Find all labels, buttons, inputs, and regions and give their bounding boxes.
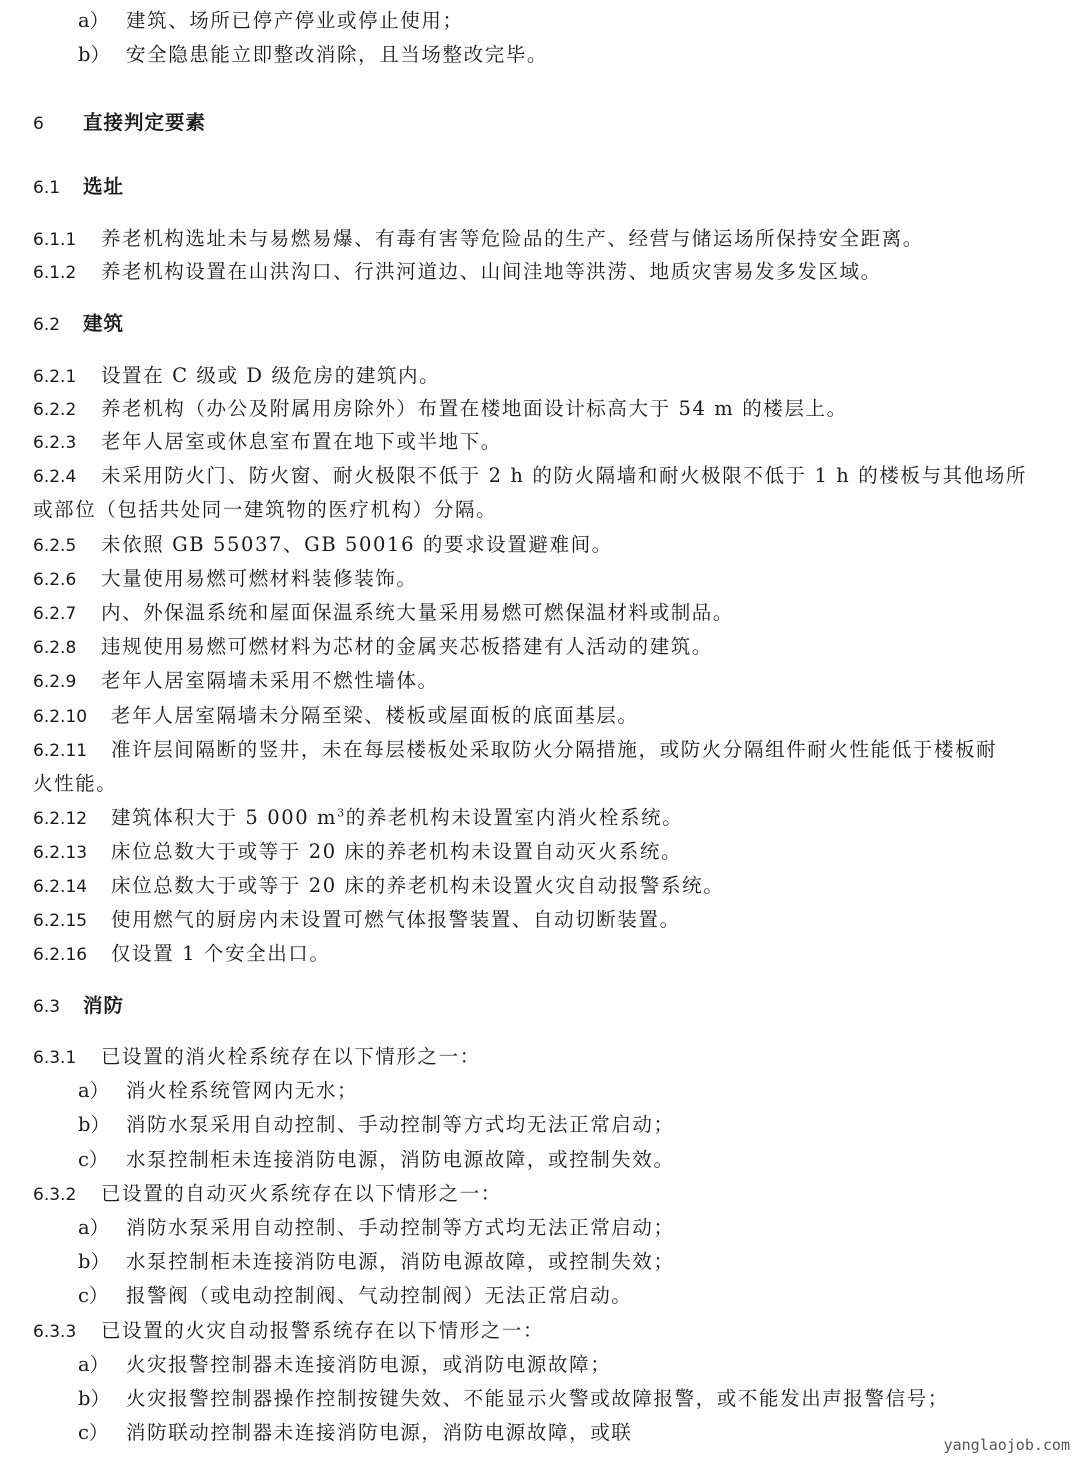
item-text: 消防水泵采用自动控制、手动控制等方式均无法正常启动；: [126, 1113, 675, 1136]
clause-text: 已设置的自动灭火系统存在以下情形之一：: [101, 1182, 502, 1205]
clause: [33, 873, 1050, 900]
clause: [33, 907, 1050, 934]
clause: [33, 363, 1050, 390]
clause-number: 6.2.8: [33, 638, 77, 658]
list-item: [78, 1078, 1050, 1104]
watermark: yanglaojob.com: [943, 1436, 1070, 1454]
list-item: [78, 1215, 1050, 1241]
clause-text: 老年人居室隔墙未采用不燃性墙体。: [101, 669, 439, 692]
clause-text: 未依照 GB 55037、GB 50016 的要求设置避难间。: [101, 533, 613, 556]
item-text: 报警阀（或电动控制阀、气动控制阀）无法正常启动。: [126, 1284, 633, 1307]
section-number: 6.2: [33, 315, 61, 335]
item-text: 建筑、场所已停产停业或停止使用；: [126, 9, 464, 32]
section-heading: [33, 174, 1050, 201]
clause: [33, 737, 1050, 764]
clause-text: 或部位（包括共处同一建筑物的医疗机构）分隔。: [33, 498, 498, 521]
item-text: 消火栓系统管网内无水；: [126, 1079, 359, 1102]
list-item: [78, 42, 1050, 68]
clause-number: 6.2.2: [33, 400, 77, 420]
section-number: 6.3: [33, 997, 61, 1017]
clause-number: 6.2.13: [33, 843, 88, 863]
item-text: 消防联动控制器未连接消防电源，消防电源故障，或联: [126, 1421, 633, 1444]
item-label: c）: [78, 1148, 109, 1171]
clause-text: 内、外保温系统和屋面保温系统大量采用易燃可燃保温材料或制品。: [101, 601, 735, 624]
section-title: 消防: [83, 994, 125, 1017]
item-text: 水泵控制柜未连接消防电源，消防电源故障，或控制失效；: [126, 1250, 675, 1273]
item-label: c）: [78, 1421, 109, 1444]
item-text: 火灾报警控制器操作控制按键失效、不能显示火警或故障报警，或不能发出声报警信号；: [126, 1387, 949, 1410]
clause-number: 6.2.12: [33, 809, 88, 829]
clause-number: 6.2.4: [33, 467, 77, 487]
item-label: a）: [78, 1079, 110, 1102]
clause-number: 6.2.14: [33, 877, 88, 897]
clause: [33, 532, 1050, 559]
list-item: [78, 1283, 1050, 1309]
clause-number: 6.2.6: [33, 570, 77, 590]
item-text: 火灾报警控制器未连接消防电源，或消防电源故障；: [126, 1353, 612, 1376]
clause-text: 未采用防火门、防火窗、耐火极限不低于 2 h 的防火隔墙和耐火极限不低于 1 h 的楼板与其他场所: [101, 464, 1028, 487]
list-item: [78, 8, 1050, 34]
section-heading: [33, 311, 1050, 338]
clause-text: 大量使用易燃可燃材料装修装饰。: [101, 567, 418, 590]
section-number: 6: [33, 114, 44, 134]
item-text: 水泵控制柜未连接消防电源，消防电源故障，或控制失效。: [126, 1148, 675, 1171]
clause-text: 老年人居室或休息室布置在地下或半地下。: [101, 430, 502, 453]
clause-number: 6.2.7: [33, 604, 77, 624]
list-item: [78, 1112, 1050, 1138]
clause-text: 使用燃气的厨房内未设置可燃气体报警装置、自动切断装置。: [111, 908, 681, 931]
clause-text: 火性能。: [33, 772, 118, 795]
clause-text: 的养老机构未设置室内消火栓系统。: [345, 806, 684, 829]
clause-text: 准许层间隔断的竖井，未在每层楼板处采取防火分隔措施，或防火分隔组件耐火性能低于楼板耐: [111, 738, 998, 761]
clause-number: 6.2.5: [33, 536, 77, 556]
item-label: a）: [78, 9, 110, 32]
section-title: 建筑: [83, 312, 125, 335]
clause-number: 6.1.2: [33, 263, 77, 283]
clause: [33, 429, 1050, 456]
item-label: b）: [78, 1113, 110, 1136]
clause-continuation: [33, 497, 1050, 523]
item-label: a）: [78, 1353, 110, 1376]
clause-text: 养老机构设置在山洪沟口、行洪河道边、山间洼地等洪涝、地质灾害易发多发区域。: [101, 260, 882, 283]
list-item: [78, 1420, 1050, 1446]
clause: [33, 396, 1050, 423]
clause-text: 设置在 C 级或 D 级危房的建筑内。: [101, 364, 441, 387]
clause-number: 6.2.11: [33, 741, 88, 761]
list-item: [78, 1147, 1050, 1173]
item-label: c）: [78, 1284, 109, 1307]
clause-text: 养老机构选址未与易燃易爆、有毒有害等危险品的生产、经营与储运场所保持安全距离。: [101, 227, 924, 250]
clause: [33, 259, 1050, 286]
clause-text: 已设置的火灾自动报警系统存在以下情形之一：: [101, 1319, 545, 1342]
clause-continuation: [33, 771, 1050, 797]
clause-text: 老年人居室隔墙未分隔至梁、楼板或屋面板的底面基层。: [111, 704, 639, 727]
clause: [33, 839, 1050, 866]
clause: [33, 566, 1050, 593]
clause-number: 6.2.10: [33, 707, 88, 727]
clause-number: 6.3.2: [33, 1185, 77, 1205]
clause: [33, 941, 1050, 968]
clause-text: 已设置的消火栓系统存在以下情形之一：: [101, 1045, 481, 1068]
clause-number: 6.2.15: [33, 911, 88, 931]
clause-number: 6.3.3: [33, 1322, 77, 1342]
clause-number: 6.2.16: [33, 945, 88, 965]
section-title: 选址: [83, 175, 125, 198]
clause-text: 床位总数大于或等于 20 床的养老机构未设置火灾自动报警系统。: [111, 874, 725, 897]
clause-text: 仅设置 1 个安全出口。: [111, 942, 331, 965]
section-title: 直接判定要素: [83, 111, 207, 134]
clause: [33, 805, 1050, 832]
list-item: [78, 1386, 1050, 1412]
list-item: [78, 1352, 1050, 1378]
clause: [33, 600, 1050, 627]
clause-text: 违规使用易燃可燃材料为芯材的金属夹芯板搭建有人活动的建筑。: [101, 635, 713, 658]
clause-text: 床位总数大于或等于 20 床的养老机构未设置自动灭火系统。: [111, 840, 683, 863]
item-label: b）: [78, 43, 110, 66]
section-heading: [33, 993, 1050, 1020]
clause-number: 6.2.9: [33, 672, 77, 692]
clause: [33, 1044, 1050, 1071]
clause-number: 6.2.1: [33, 367, 77, 387]
clause-number: 6.2.3: [33, 433, 77, 453]
section-number: 6.1: [33, 178, 61, 198]
item-label: b）: [78, 1250, 110, 1273]
clause: [33, 1318, 1050, 1345]
item-text: 安全隐患能立即整改消除，且当场整改完毕。: [126, 43, 549, 66]
clause: [33, 1181, 1050, 1208]
clause: [33, 703, 1050, 730]
section-heading: [33, 110, 1050, 137]
superscript: 3: [337, 806, 346, 820]
clause-text: 建筑体积大于 5 000 m: [111, 806, 338, 829]
clause-text: 养老机构（办公及附属用房除外）布置在楼地面设计标高大于 54 m 的楼层上。: [101, 397, 848, 420]
clause: [33, 463, 1050, 490]
clause-number: 6.1.1: [33, 230, 77, 250]
item-label: b）: [78, 1387, 110, 1410]
clause: [33, 634, 1050, 661]
clause: [33, 668, 1050, 695]
list-item: [78, 1249, 1050, 1275]
clause-number: 6.3.1: [33, 1048, 77, 1068]
item-label: a）: [78, 1216, 110, 1239]
item-text: 消防水泵采用自动控制、手动控制等方式均无法正常启动；: [126, 1216, 675, 1239]
clause: [33, 226, 1050, 253]
